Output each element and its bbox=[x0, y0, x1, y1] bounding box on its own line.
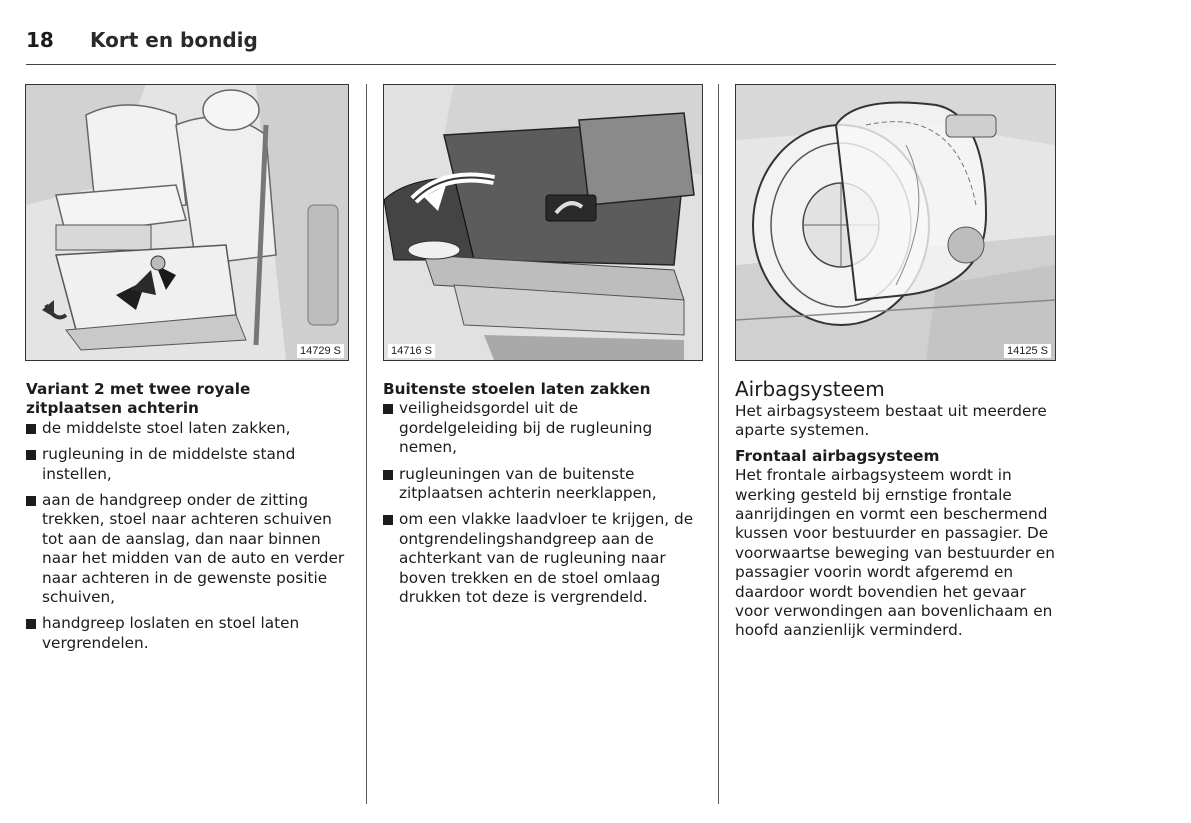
list-item: rugleuning in de middelste stand instellen, bbox=[26, 445, 351, 484]
column-2-text bbox=[383, 380, 699, 614]
figure-code: 14125 S bbox=[1004, 344, 1051, 358]
folded-seat-figure bbox=[383, 84, 703, 361]
column-divider bbox=[718, 84, 719, 804]
page-header bbox=[26, 28, 258, 54]
column-3-text bbox=[735, 377, 1055, 641]
rear-seat-illustration bbox=[26, 85, 348, 360]
list-item: rugleuningen van de buitenste zitplaatsen achterin neerklappen, bbox=[383, 465, 699, 504]
list-item: handgreep loslaten en stoel laten vergrendelen. bbox=[26, 614, 351, 653]
intro-paragraph: Het airbagsysteem bestaat uit meerdere aparte systemen. bbox=[735, 402, 1047, 440]
page-title: Kort en bondig bbox=[90, 28, 258, 52]
figure-code: 14729 S bbox=[297, 344, 344, 358]
folded-seat-illustration bbox=[384, 85, 702, 360]
rear-seat-figure bbox=[25, 84, 349, 361]
sub-heading: Frontaal airbagsysteem bbox=[735, 446, 940, 465]
header-rule bbox=[26, 64, 1056, 65]
list-item: aan de handgreep onder de zitting trekken, stoel naar achteren schuiven tot aan de aanslag, dan naar binnen naar het midden van de auto en verder naar achteren in de gewenste positie schuiven, bbox=[26, 491, 351, 607]
list-item: veiligheidsgordel uit de gordelgeleiding bij de rugleuning nemen, bbox=[383, 399, 699, 457]
section-heading: Airbagsysteem bbox=[735, 377, 885, 401]
airbag-figure bbox=[735, 84, 1056, 361]
section-heading: Variant 2 met twee royale zitplaatsen achterin bbox=[26, 380, 251, 418]
list-item: om een vlakke laadvloer te krijgen, de ontgrendelingshandgreep aan de achterkant van de rugleuning naar boven trekken en de stoel omlaag drukken tot deze is vergrendeld. bbox=[383, 510, 699, 607]
column-divider bbox=[366, 84, 367, 804]
column-1-text bbox=[26, 380, 351, 660]
page-number: 18 bbox=[26, 28, 54, 52]
body-paragraph: Het frontale airbagsysteem wordt in werking gesteld bij ernstige frontale aanrijdingen en vormt een beschermend kussen voor bestuurder en passagier. De voorwaartse beweging van bestuurder en passagier voorin wordt afgeremd en daardoor wordt bovendien het gevaar voor verwondingen aan bovenlichaam en hoofd aanzienlijk verminderd. bbox=[735, 466, 1055, 640]
airbag-illustration bbox=[736, 85, 1055, 360]
list-item: de middelste stoel laten zakken, bbox=[26, 419, 351, 438]
figure-code: 14716 S bbox=[388, 344, 435, 358]
section-heading: Buitenste stoelen laten zakken bbox=[383, 380, 651, 398]
